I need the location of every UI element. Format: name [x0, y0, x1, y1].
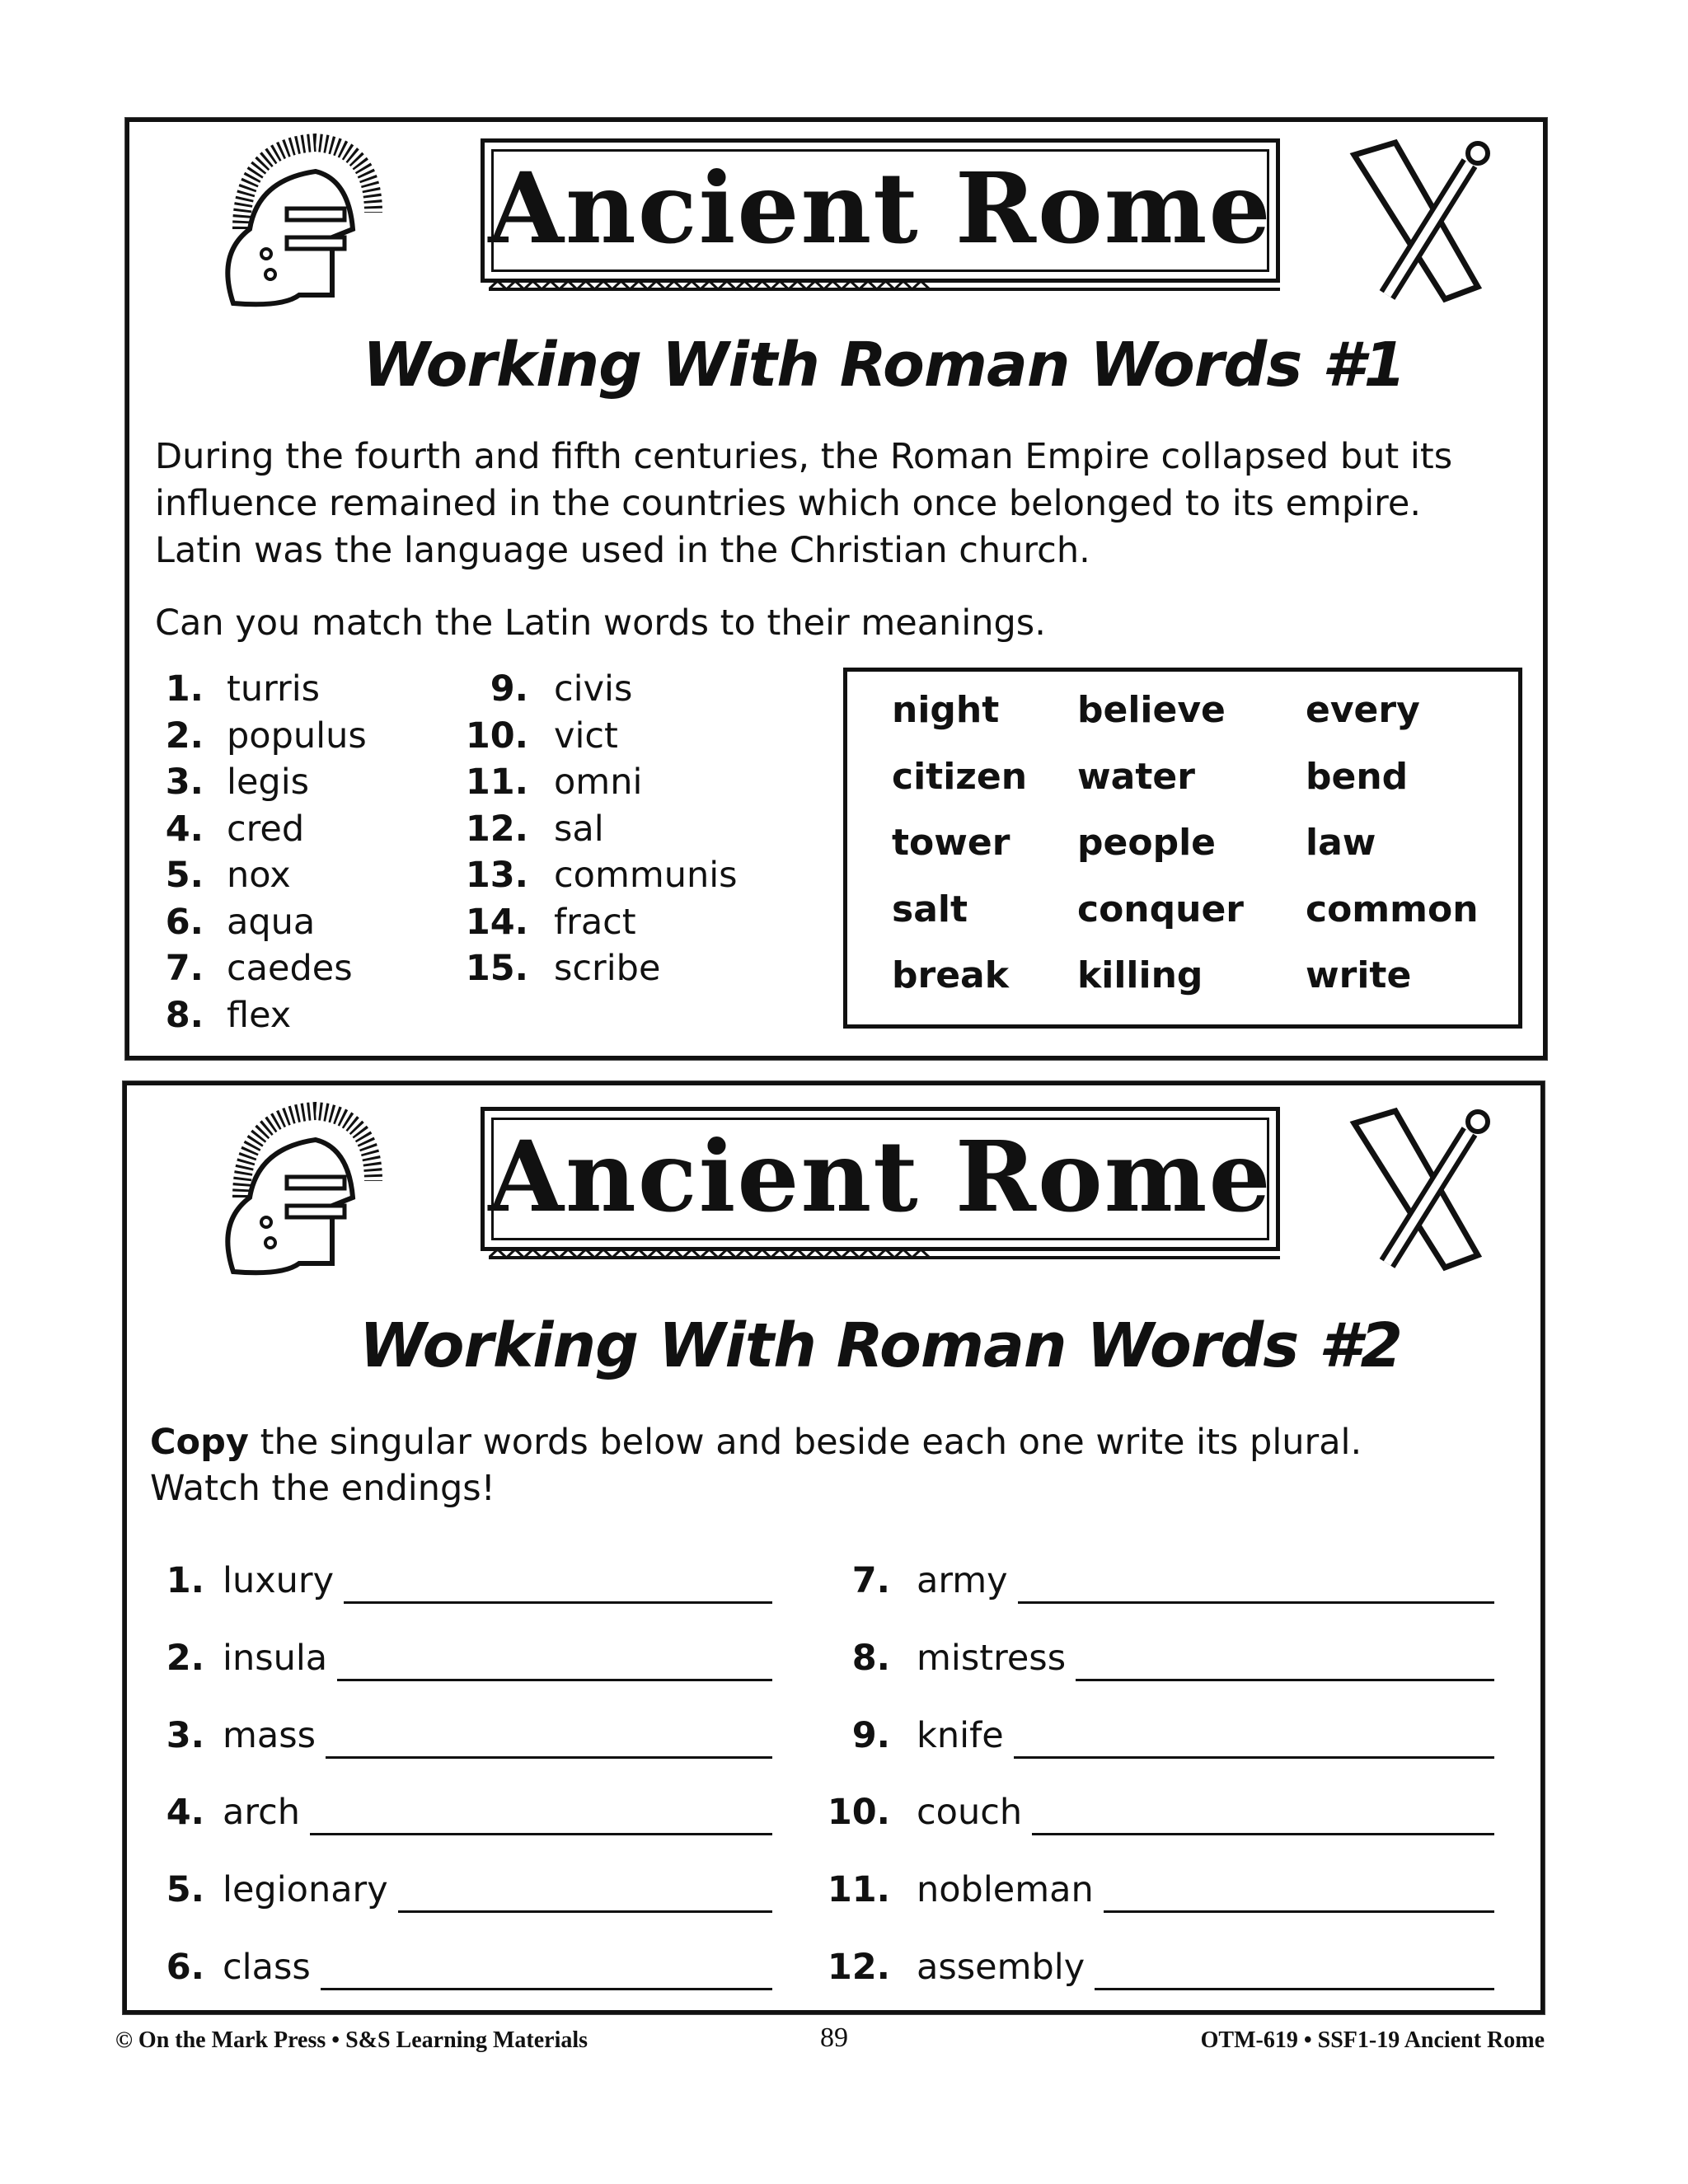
singular-word: mass [223, 1714, 316, 1756]
plural-word-number: 1. [166, 1560, 204, 1601]
plural-word-number: 11. [827, 1869, 890, 1911]
singular-word: arch [223, 1792, 300, 1834]
meaning-word: tower [892, 822, 1010, 864]
copy-instruction-bold: Copy [150, 1422, 249, 1463]
meaning-word: bend [1306, 755, 1409, 798]
copy-instruction [150, 1419, 1362, 1466]
plural-word-number: 10. [827, 1792, 890, 1834]
latin-word: nox [227, 855, 291, 896]
answer-line[interactable] [1095, 1988, 1494, 1990]
answer-line[interactable] [337, 1679, 772, 1681]
singular-word: couch [917, 1792, 1023, 1834]
latin-word-number: 13. [465, 855, 528, 896]
plural-word-number: 9. [851, 1714, 890, 1756]
latin-word: communis [554, 855, 738, 896]
worksheet-1-title: Working With Roman Words #1 [363, 330, 1406, 401]
latin-word-number: 12. [465, 808, 528, 850]
latin-word: scribe [554, 948, 661, 989]
answer-line[interactable] [321, 1988, 772, 1990]
latin-word: sal [554, 808, 604, 850]
plural-word-number: 8. [851, 1637, 890, 1679]
sword-and-shield-icon [1321, 1099, 1503, 1280]
footer-publisher: © On the Mark Press • S&S Learning Materials [115, 2027, 588, 2053]
latin-word-number: 14. [465, 901, 528, 943]
singular-word: insula [223, 1637, 328, 1679]
copy-instruction-text: the singular words below and beside each one write its plural. [248, 1422, 1362, 1463]
answer-line[interactable] [1076, 1679, 1494, 1681]
latin-word: flex [227, 994, 292, 1036]
answer-line[interactable] [310, 1833, 772, 1835]
answer-line[interactable] [1018, 1601, 1494, 1604]
latin-word-number: 6. [165, 901, 204, 943]
intro-line-1: During the fourth and fifth centuries, the Roman Empire collapsed but its [155, 436, 1453, 477]
roman-helmet-icon [209, 1099, 423, 1280]
meaning-word: every [1306, 689, 1420, 731]
plural-word-number: 6. [166, 1947, 204, 1988]
latin-word: aqua [227, 901, 316, 943]
answer-line[interactable] [344, 1601, 772, 1604]
latin-word-number: 2. [165, 715, 204, 757]
latin-word: cred [227, 808, 305, 850]
meaning-word: people [1077, 822, 1216, 864]
latin-word-number: 1. [165, 668, 204, 710]
answer-line[interactable] [326, 1756, 772, 1759]
latin-word: legis [227, 762, 310, 803]
singular-word: army [917, 1560, 1008, 1601]
meaning-word: believe [1077, 689, 1226, 731]
latin-word-number: 3. [165, 762, 204, 803]
latin-word: fract [554, 901, 636, 943]
meaning-word: write [1306, 954, 1412, 996]
plural-word-number: 2. [166, 1637, 204, 1679]
singular-word: class [223, 1947, 311, 1988]
plural-word-number: 5. [166, 1869, 204, 1911]
singular-word: mistress [917, 1637, 1067, 1679]
meaning-word: water [1077, 755, 1195, 798]
latin-word: populus [227, 715, 367, 757]
laurel-border-icon [489, 277, 1280, 302]
meaning-word: break [892, 954, 1009, 996]
plural-word-number: 3. [166, 1714, 204, 1756]
latin-word-number: 4. [165, 808, 204, 850]
singular-word: assembly [917, 1947, 1085, 1988]
answer-line[interactable] [398, 1910, 772, 1913]
latin-word-number: 10. [465, 715, 528, 757]
singular-word: nobleman [917, 1869, 1094, 1911]
latin-word-number: 7. [165, 948, 204, 989]
copy-instruction-line-2: Watch the endings! [150, 1468, 495, 1509]
worksheet-2-title: Working With Roman Words #2 [359, 1310, 1403, 1381]
banner-title: Ancient Rome [488, 1119, 1273, 1234]
plural-word-number: 12. [827, 1947, 890, 1988]
worksheet-1-banner [209, 130, 1503, 312]
answer-line[interactable] [1032, 1833, 1494, 1835]
laurel-border-icon [489, 1245, 1280, 1270]
footer-page-number: 89 [820, 2022, 848, 2053]
worksheet-2-banner [209, 1099, 1503, 1280]
match-instruction: Can you match the Latin words to their meanings. [155, 602, 1046, 644]
meaning-word: law [1306, 822, 1376, 864]
sword-and-shield-icon [1321, 130, 1503, 312]
meaning-word: citizen [892, 755, 1028, 798]
latin-word-number: 15. [465, 948, 528, 989]
latin-word-number: 5. [165, 855, 204, 896]
footer-code: OTM-619 • SSF1-19 Ancient Rome [1200, 2027, 1545, 2053]
latin-word-number: 9. [490, 668, 528, 710]
singular-word: knife [917, 1714, 1004, 1756]
roman-helmet-icon [209, 130, 423, 312]
meaning-word: night [892, 689, 1000, 731]
intro-line-3: Latin was the language used in the Christian church. [155, 530, 1090, 571]
answer-line[interactable] [1104, 1910, 1494, 1913]
meaning-word: conquer [1077, 888, 1244, 930]
latin-word: vict [554, 715, 618, 757]
meaning-word: common [1306, 888, 1479, 930]
meaning-word: salt [892, 888, 968, 930]
plural-word-number: 7. [851, 1560, 890, 1601]
singular-word: legionary [223, 1869, 388, 1911]
meaning-word: killing [1077, 954, 1203, 996]
plural-word-number: 4. [166, 1792, 204, 1834]
latin-word: civis [554, 668, 633, 710]
latin-word-number: 8. [165, 994, 204, 1036]
latin-word: caedes [227, 948, 353, 989]
answer-line[interactable] [1014, 1756, 1494, 1759]
latin-word-number: 11. [465, 762, 528, 803]
banner-title: Ancient Rome [488, 151, 1273, 265]
latin-word: turris [227, 668, 321, 710]
latin-word: omni [554, 762, 643, 803]
singular-word: luxury [223, 1560, 335, 1601]
intro-line-2: influence remained in the countries which once belonged to its empire. [155, 483, 1422, 524]
